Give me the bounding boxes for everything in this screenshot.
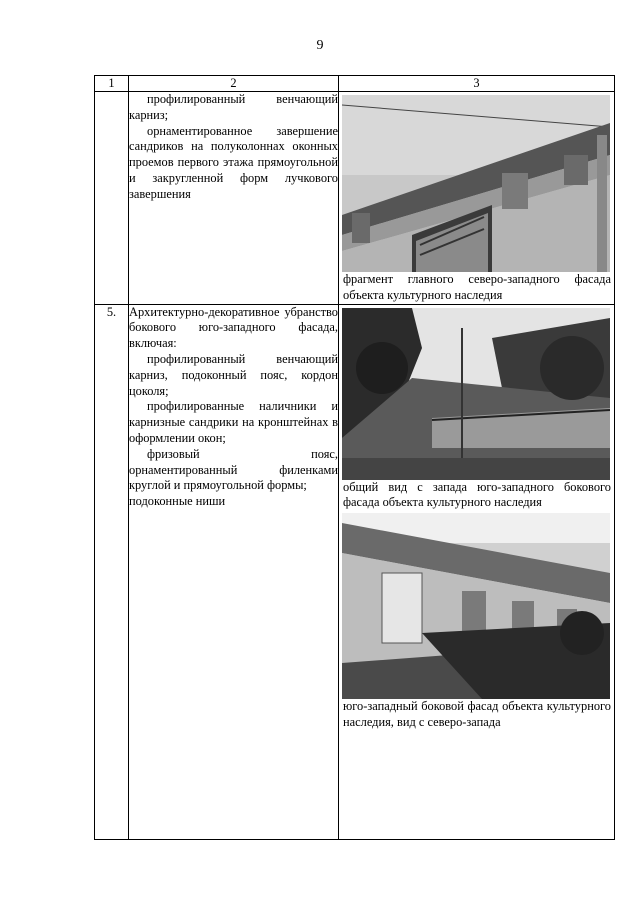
photo-caption: фрагмент главного северо-западного фасада объекта культурного наследия [343,272,611,302]
table-row-continued [95,92,615,305]
table-row-5 [95,304,615,839]
southwest-facade-photo [342,513,610,699]
photo-caption: общий вид с запада юго-западного бокового фасада объекта культурного наследия [343,479,611,510]
description-item: профилированный венчающий карниз, подоконный пояс, кордон цоколя; [129,351,338,398]
description-item: подоконные ниши [129,494,226,509]
header-col-1: 1 [95,76,129,92]
row-number: 5. [95,304,129,839]
table-header-row [95,76,615,92]
header-col-2: 2 [129,76,339,92]
heritage-table [94,75,615,840]
row-description [129,304,339,839]
row-description [129,92,339,305]
row-number [95,92,129,305]
photo-cell [339,304,615,839]
description-item: фризовый пояс, орнаментированный филенками круглой и прямоугольной формы; [129,446,338,493]
description-item: профилированные наличники и карнизные сандрики на кронштейнах в оформлении окон; [129,399,338,445]
page-number: 9 [316,38,324,53]
description-item: Архитектурно-декоративное убранство бокового юго-западного фасада, включая: [129,304,338,351]
photo-caption: юго-западный боковой фасад объекта культурного наследия, вид с северо-запада [343,699,611,729]
description-item: профилированный венчающий карниз; [129,92,338,122]
description-item: орнаментированное завершение сандриков на полуколоннах оконных проемов первого этажа прямоугольной и закругленной форм лучкового завершения [129,123,338,201]
header-col-3: 3 [339,76,615,92]
facade-fragment-photo [342,95,610,272]
west-view-photo [342,308,610,480]
photo-cell [339,92,615,305]
